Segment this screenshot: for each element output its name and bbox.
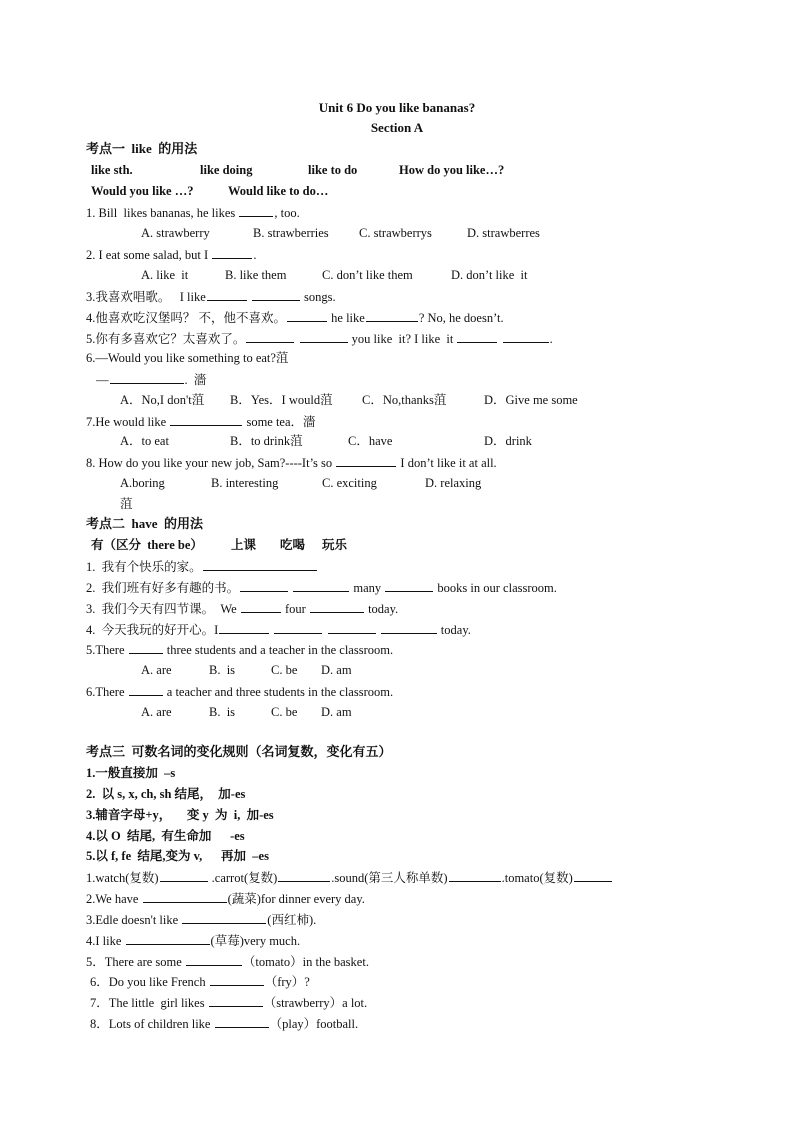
answer-blank[interactable]: [449, 869, 501, 882]
answer-blank[interactable]: [503, 330, 549, 343]
s1-question-5: [86, 330, 553, 347]
s2-question-2: [86, 579, 557, 596]
option-d: D. am: [321, 705, 352, 719]
exercise-text: （strawberry）a lot.: [263, 996, 368, 1010]
exercise-text: (西红柿).: [267, 913, 317, 927]
question-text: 6.There: [86, 685, 125, 699]
answer-blank[interactable]: [274, 621, 322, 634]
answer-blank[interactable]: [385, 579, 433, 592]
s1-question-4: [86, 309, 504, 326]
s3-exercise-7: [90, 994, 367, 1011]
option-a: A．to eat: [120, 434, 169, 448]
section1-heading: 考点一 like 的用法: [86, 141, 198, 156]
have-usage-there-be: 有（区分 there be）: [91, 538, 203, 552]
question-text: books in our classroom.: [437, 581, 557, 595]
answer-blank[interactable]: [336, 454, 396, 467]
option-b: B. is: [209, 663, 236, 677]
option-b: B．Yes．I would菹: [230, 393, 333, 407]
question-text: 2. 我们班有好多有趣的书。: [86, 581, 240, 595]
question-text: he like: [331, 311, 365, 325]
rule-4: 4.以 O 结尾, 有生命加 -es: [86, 829, 245, 843]
question-text: 5.你有多喜欢它？太喜欢了。: [86, 332, 246, 346]
option-b: B. strawberries: [253, 226, 329, 240]
have-usage-play: 玩乐: [322, 538, 348, 552]
rule-5: 5.以 f, fe 结尾,变为 v, 再加 –es: [86, 849, 269, 863]
usage-would-you-like: Would you like …?: [91, 184, 194, 198]
usage-like-sth: like sth.: [91, 163, 133, 177]
option-c: C. be: [271, 663, 298, 677]
answer-blank[interactable]: [110, 371, 184, 384]
exercise-text: 8．Lots of children like: [90, 1017, 211, 1031]
exercise-text: （fry）?: [264, 975, 310, 989]
exercise-text: 4.I like: [86, 934, 122, 948]
answer-blank[interactable]: [457, 330, 497, 343]
usage-like-to-do: like to do: [308, 163, 358, 177]
page-subtitle: Section A: [370, 120, 424, 135]
question-text: 3.我喜欢唱歌。 I like: [86, 290, 206, 304]
answer-blank[interactable]: [278, 869, 330, 882]
rule-1: 1.一般直接加 –s: [86, 766, 176, 780]
answer-blank[interactable]: [126, 932, 210, 945]
exercise-text: 1.watch(复数): [86, 871, 159, 885]
exercise-text: (蔬菜)for dinner every day.: [227, 892, 365, 906]
question-text: .: [549, 332, 553, 346]
answer-blank[interactable]: [129, 641, 163, 654]
s3-exercise-1: [86, 869, 613, 886]
option-c: C．No,thanks菹: [362, 393, 447, 407]
page-title: Unit 6 Do you like bananas?: [318, 100, 476, 115]
s3-exercise-8: [90, 1015, 358, 1032]
question-text: songs.: [304, 290, 336, 304]
answer-blank[interactable]: [203, 558, 317, 571]
s2-question-1: [86, 558, 318, 575]
s3-exercise-3: [86, 911, 316, 928]
question-text: today.: [368, 602, 399, 616]
s3-exercise-5: [86, 953, 369, 970]
exercise-text: .carrot(复数): [211, 871, 278, 885]
question-text: 8. How do you like your new job, Sam?----It’s so: [86, 456, 333, 470]
option-b: B. like them: [225, 268, 287, 282]
exercise-text: 3.Edle doesn't like: [86, 913, 179, 927]
question-text: you like it? I like it: [351, 332, 454, 346]
question-text: 1. Bill likes bananas, he likes: [86, 206, 236, 220]
s1-question-6: 6.—Would you like something to eat?菹: [86, 351, 289, 365]
question-text: 7.He would like: [86, 415, 167, 429]
answer-blank[interactable]: [160, 869, 208, 882]
answer-blank[interactable]: [143, 890, 227, 903]
answer-blank[interactable]: [215, 1015, 269, 1028]
s1-question-8: [86, 454, 497, 471]
answer-blank[interactable]: [328, 621, 376, 634]
answer-blank[interactable]: [209, 994, 263, 1007]
answer-blank[interactable]: [300, 330, 348, 343]
option-a: A. are: [141, 663, 172, 677]
option-b: B. interesting: [211, 476, 279, 490]
s3-exercise-6: [90, 973, 310, 990]
section2-heading: 考点二 have 的用法: [86, 516, 204, 531]
s2-question-5: [86, 641, 393, 658]
option-c: C. exciting: [322, 476, 377, 490]
question-text: ? No, he doesn’t.: [418, 311, 504, 325]
option-c: C．have: [348, 434, 393, 448]
answer-blank[interactable]: [287, 309, 327, 322]
rule-3: 3.辅音字母+y， 变 y 为 i, 加-es: [86, 808, 274, 822]
exercise-text: .sound(第三人称单数): [331, 871, 448, 885]
option-d: D．drink: [484, 434, 532, 448]
option-a: A. like it: [141, 268, 189, 282]
answer-blank[interactable]: [574, 869, 612, 882]
option-a: A．No,I don't菹: [120, 393, 205, 407]
section3-heading: 考点三 可数名词的变化规则（名词复数，变化有五）: [86, 744, 392, 759]
exercise-text: 7．The little girl likes: [90, 996, 205, 1010]
question-text: four: [284, 602, 306, 616]
s3-exercise-4: [86, 932, 300, 949]
have-usage-eat: 吃喝: [280, 538, 306, 552]
option-d: D. strawberres: [467, 226, 540, 240]
s2-question-3: [86, 600, 398, 617]
question-text: 4. 今天我玩的好开心。I: [86, 623, 219, 637]
question-text: 2. I eat some salad, but I: [86, 248, 209, 262]
usage-like-doing: like doing: [200, 163, 253, 177]
answer-blank[interactable]: [170, 413, 242, 426]
exercise-text: 5．There are some: [86, 955, 182, 969]
option-d: D. am: [321, 663, 352, 677]
rule-2: 2. 以 s, x, ch, sh 结尾， 加-es: [86, 787, 246, 801]
question-text: 1. 我有个快乐的家。: [86, 560, 202, 574]
answer-blank[interactable]: [239, 204, 273, 217]
option-d: D. don’t like it: [451, 268, 528, 282]
exercise-text: （play）football.: [269, 1017, 359, 1031]
answer-blank[interactable]: [240, 579, 288, 592]
have-usage-class: 上课: [231, 538, 257, 552]
answer-blank[interactable]: [252, 288, 300, 301]
question-text: 4.他喜欢吃汉堡吗？ 不，他不喜欢。: [86, 311, 287, 325]
question-text: a teacher and three students in the classroom.: [166, 685, 394, 699]
answer-blank[interactable]: [219, 621, 269, 634]
exercise-text: .tomato(复数): [501, 871, 573, 885]
option-a: A. strawberry: [141, 226, 210, 240]
question-text: , too.: [274, 206, 300, 220]
option-b: B. is: [209, 705, 236, 719]
question-text: I don’t like it at all.: [400, 456, 497, 470]
question-text: 5.There: [86, 643, 125, 657]
answer-blank[interactable]: [293, 579, 349, 592]
option-a: A.boring: [120, 476, 165, 490]
answer-blank[interactable]: [186, 953, 242, 966]
s1-question-2: [86, 246, 256, 263]
usage-would-like-to-do: Would like to do…: [228, 184, 329, 198]
answer-blank[interactable]: [310, 600, 364, 613]
answer-blank[interactable]: [182, 911, 266, 924]
exercise-text: 2.We have: [86, 892, 139, 906]
exercise-text: (草莓)very much.: [210, 934, 301, 948]
answer-blank[interactable]: [212, 246, 252, 259]
answer-blank[interactable]: [366, 309, 418, 322]
s1-question-3: [86, 288, 336, 305]
s3-exercise-2: [86, 890, 365, 907]
option-c: C. be: [271, 705, 298, 719]
option-d: D．Give me some: [484, 393, 578, 407]
s2-question-4: [86, 621, 471, 638]
option-c: C. don’t like them: [322, 268, 413, 282]
option-b: B．to drink菹: [230, 434, 303, 448]
question-text: today.: [440, 623, 471, 637]
answer-blank[interactable]: [241, 600, 281, 613]
question-text: three students and a teacher in the classroom.: [166, 643, 394, 657]
usage-how-do-you-like: How do you like…?: [399, 163, 505, 177]
s1-question-1: [86, 204, 300, 221]
answer-blank[interactable]: [246, 330, 294, 343]
s1-question-7: [86, 413, 316, 430]
question-text: .: [253, 248, 257, 262]
answer-blank[interactable]: [207, 288, 247, 301]
option-c: C. strawberrys: [359, 226, 432, 240]
question-text: some tea．濇: [246, 415, 316, 429]
stray-glyph: 菹: [120, 497, 133, 511]
question-text: 3. 我们今天有四节课。 We: [86, 602, 237, 616]
exercise-text: （tomato）in the basket.: [242, 955, 369, 969]
option-a: A. are: [141, 705, 172, 719]
question-text: . 濇: [184, 373, 207, 387]
answer-blank[interactable]: [210, 973, 264, 986]
s1-question-6-reply: [96, 371, 206, 388]
exercise-text: 6．Do you like French: [90, 975, 206, 989]
question-text: —: [96, 373, 109, 387]
option-d: D. relaxing: [425, 476, 482, 490]
question-text: many: [353, 581, 382, 595]
answer-blank[interactable]: [129, 683, 163, 696]
answer-blank[interactable]: [381, 621, 437, 634]
s2-question-6: [86, 683, 393, 700]
